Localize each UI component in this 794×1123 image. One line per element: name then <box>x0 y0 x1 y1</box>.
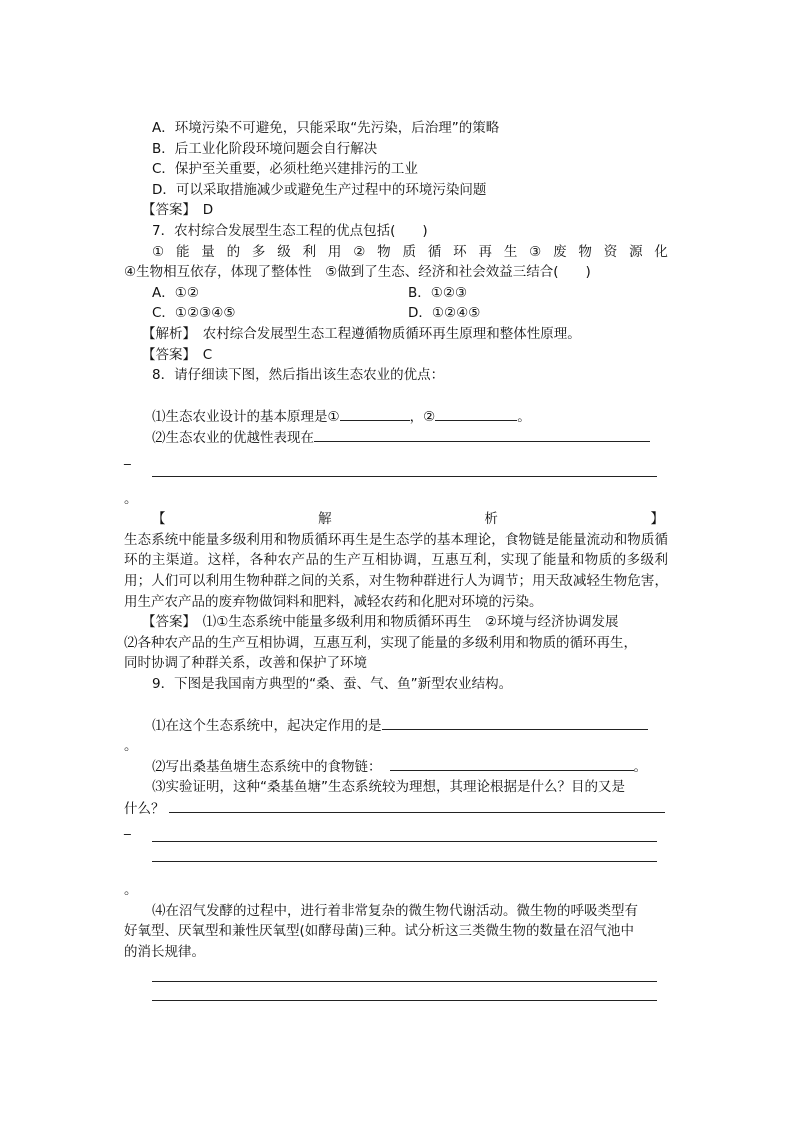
q6-option-b: B．后工业化阶段环境问题会自行解决 <box>152 140 378 157</box>
q8-dash: _ <box>124 449 131 466</box>
q7-char: ① <box>152 243 165 260</box>
q9-sub3-line1: ⑶实验证明，这种“桑基鱼塘”生态系统较为理想，其理论根据是什么？目的又是 <box>152 779 625 795</box>
q9-rule-line-1[interactable] <box>124 839 668 860</box>
q9-answer-rule[interactable] <box>152 861 657 862</box>
q6-option-d: D．可以采取措施减少或避免生产过程中的环境污染问题 <box>152 181 487 198</box>
q7-option-a: A．①② <box>152 284 199 301</box>
q7-char: ③ <box>529 243 542 260</box>
q9-answer-rule[interactable] <box>152 981 657 982</box>
q7-char: 多 <box>251 243 266 260</box>
q7-char: 量 <box>201 243 215 260</box>
spacer <box>124 695 668 716</box>
q7-option-d: D．①②④⑤ <box>408 305 481 322</box>
q7-char: ② <box>353 243 366 260</box>
q9-answer-rule[interactable] <box>152 841 657 842</box>
q7-items-line1 <box>124 242 668 263</box>
q8-sub1-text: ⑴生态农业设计的基本原理是① <box>152 409 340 426</box>
q7-char: 源 <box>629 243 643 260</box>
q7-char: 环 <box>453 243 467 260</box>
q8-analysis-char: 解 <box>318 511 332 528</box>
q9-dash-line <box>124 818 668 839</box>
q9-sub1 <box>124 715 668 736</box>
q8-sub1-sep: ，② <box>409 409 436 426</box>
q8-analysis-body: 生态系统中能量多级利用和物质循环再生是生态学的基本理论，食物链是能量流动和物质循环的主渠道。这样，各种农产品的生产互相协调，互惠互利，实现了能量和物质的多级利用；人们可以利用生物种群之间的关系，对生物种群进行人为调节；用天敌减轻生物危害，用生产农产品的废弃物做饲料和肥料，减轻农药和化肥对环境的污染。 <box>124 531 668 610</box>
q7-char: 生 <box>503 243 518 260</box>
q8-answer-rule-line[interactable] <box>124 468 668 489</box>
q7-char: 能 <box>175 243 190 260</box>
q8-sub1-end: 。 <box>517 409 531 426</box>
q7-char: 循 <box>427 243 442 260</box>
q8-dash-line <box>124 448 668 469</box>
q8-analysis-bracket-close: 】 <box>650 511 664 528</box>
q9-sub1-text: ⑴在这个生态系统中，起决定作用的是 <box>152 718 382 735</box>
q9-blank-1[interactable] <box>382 715 648 730</box>
q7-char: 再 <box>478 243 492 260</box>
q9-sub1-end: 。 <box>124 737 138 754</box>
q9-sub4-line2: 好氧型、厌氧型和兼性厌氧型(如酵母菌)三种。试分析这三类微生物的数量在沼气池中 <box>124 923 635 940</box>
q9-blank-3[interactable] <box>169 798 665 813</box>
q6-answer: 【答案】 D <box>142 202 214 219</box>
q8-analysis-bracket-open: 【 <box>152 511 166 528</box>
q8-blank-1[interactable] <box>340 406 410 421</box>
spacer <box>124 386 668 407</box>
q9-sub2-text: ⑵写出桑基鱼塘生态系统中的食物链： <box>152 759 382 776</box>
q7-option-b: B．①②③ <box>408 284 468 301</box>
q9-sub3-end: 。 <box>124 881 138 898</box>
q9-sub3-question: 什么？ <box>124 800 165 817</box>
q9-sub4-line1: ⑷在沼气发酵的过程中，进行着非常复杂的微生物代谢活动。微生物的呼吸类型有 <box>152 902 638 919</box>
q7-char: 物 <box>377 243 391 260</box>
q8-end: 。 <box>124 490 138 507</box>
q8-answer-rule[interactable] <box>152 476 657 477</box>
q7-char: 的 <box>226 243 241 260</box>
q7-items-line2: ④生物相互依存，体现了整体性 ⑤做到了生态、经济和社会效益三结合( ) <box>124 264 591 281</box>
q8-blank-2[interactable] <box>435 406 517 421</box>
q7-char: 质 <box>402 243 416 260</box>
q7-stem: 7．农村综合发展型生态工程的优点包括( ) <box>152 222 428 239</box>
q6-option-c: C．保护至关重要，必须杜绝兴建排污的工业 <box>152 161 418 178</box>
q7-options-row1 <box>124 283 668 304</box>
q7-char: 物 <box>578 243 592 260</box>
q8-answer-line2: ⑵各种农产品的生产互相协调，互惠互利，实现了能量的多级利用和物质的循环再生， <box>124 634 637 651</box>
q9-answer-rule[interactable] <box>152 1000 657 1001</box>
q7-option-c: C．①②③④⑤ <box>152 305 236 322</box>
q9-sub2 <box>124 756 668 777</box>
q7-analysis: 【解析】 农村综合发展型生态工程遵循物质循环再生原理和整体性原理。 <box>142 325 581 342</box>
q8-answer-line3: 同时协调了种群关系，改善和保护了环境 <box>124 655 367 672</box>
q9-rule-line-2[interactable] <box>124 859 668 880</box>
q7-char: 资 <box>603 243 618 260</box>
q9-stem: 9．下图是我国南方典型的“桑、蚕、气、鱼”新型农业结构。 <box>152 676 513 693</box>
q9-rule-line-4[interactable] <box>124 1004 668 1025</box>
q7-char: 化 <box>654 243 668 260</box>
q9-sub4-line3: 的消长规律。 <box>124 943 205 960</box>
q7-answer: 【答案】 C <box>142 346 213 363</box>
q7-char: 用 <box>327 243 342 260</box>
q8-stem: 8．请仔细读下图，然后指出该生态农业的优点： <box>152 367 445 384</box>
q8-answer-line1: 【答案】 ⑴①生态系统中能量多级利用和物质循环再生 ②环境与经济协调发展 <box>142 614 619 631</box>
q9-dash: _ <box>124 820 131 837</box>
q8-analysis-heading <box>124 509 668 530</box>
q7-char: 废 <box>553 243 567 260</box>
q9-blank-2[interactable] <box>390 756 634 771</box>
spacer <box>124 962 668 983</box>
q8-analysis-char: 析 <box>484 511 498 528</box>
q8-sub2 <box>124 427 668 448</box>
q6-option-a: A．环境污染不可避免，只能采取“先污染，后治理”的策略 <box>152 120 500 136</box>
q8-sub1 <box>124 406 668 427</box>
q7-char: 级 <box>277 243 291 260</box>
q7-char: 利 <box>302 243 317 260</box>
q9-sub2-end: 。 <box>633 759 647 776</box>
q7-options-row2 <box>124 303 668 324</box>
q9-sub3-line2 <box>124 798 668 819</box>
worksheet-page <box>124 118 668 1024</box>
q8-sub2-text: ⑵生态农业的优越性表现在 <box>152 429 314 446</box>
q8-blank-3[interactable] <box>314 427 650 442</box>
